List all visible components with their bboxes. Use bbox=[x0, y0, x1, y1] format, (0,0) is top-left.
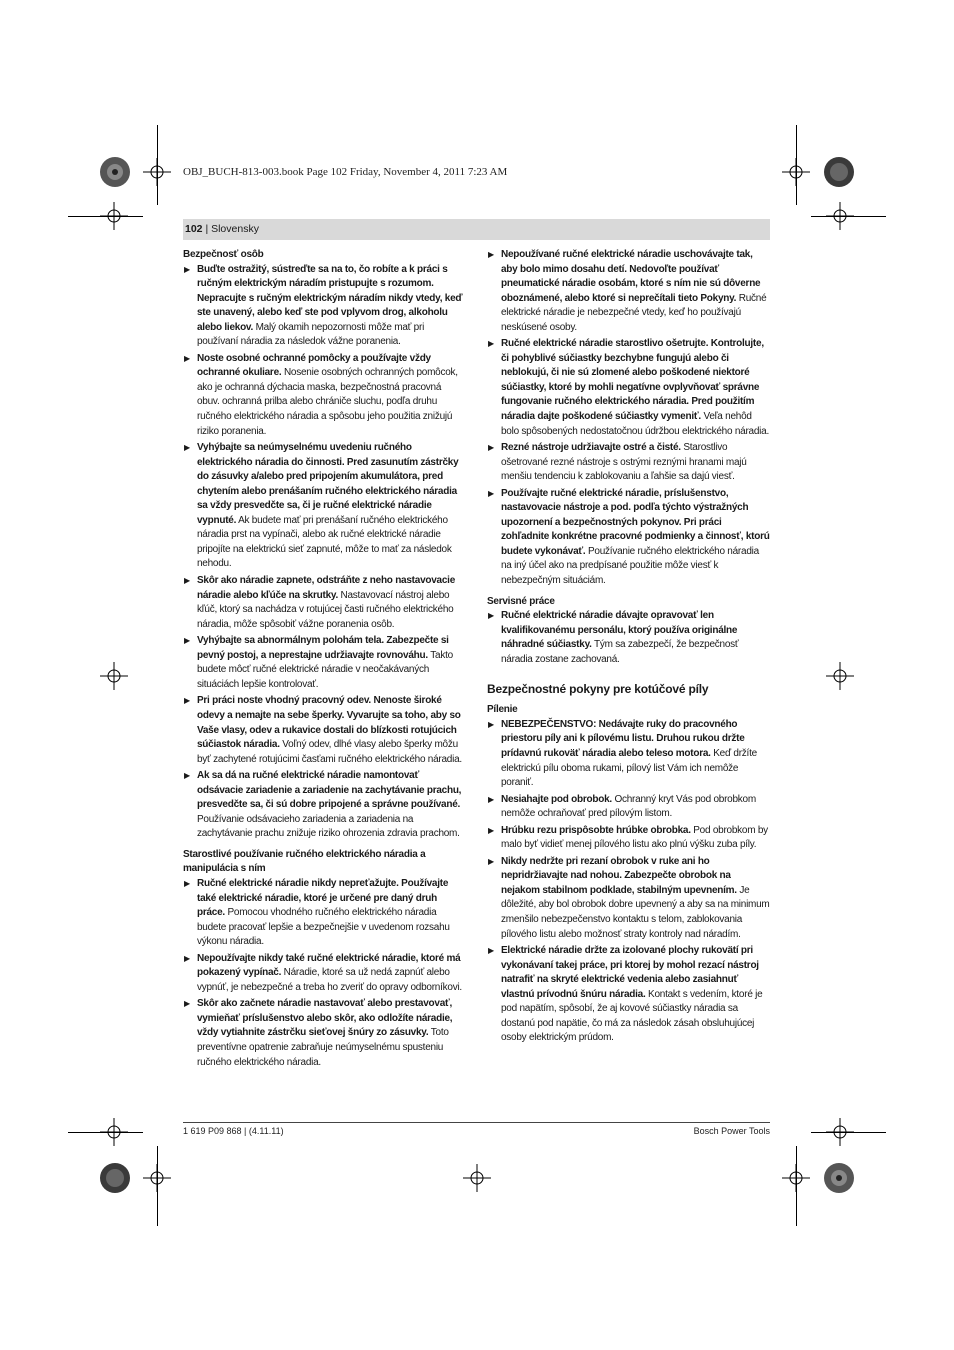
list-item bbox=[183, 352, 466, 439]
item-bold-text: Ručné elektrické náradie nikdy nepreťažujte. Používajte také elektrické náradie, ktoré je určené pre daný druh práce. bbox=[197, 877, 449, 919]
bullet-arrow-icon: ▶ bbox=[488, 488, 494, 498]
list-item bbox=[487, 718, 770, 791]
list-item bbox=[183, 997, 466, 1070]
bullet-arrow-icon: ▶ bbox=[184, 878, 190, 888]
item-text: Keď držíte elektrickú pílu oboma rukami, pílový list Vám ich nemôže poraniť. bbox=[501, 747, 757, 789]
bullet-arrow-icon: ▶ bbox=[488, 946, 494, 956]
item-text: Nastavovací nástroj alebo kľúč, ktorý sa nachádza v rotujúcej časti ručného elektrického náradia, môže spôsobiť vážne poranenia osôb. bbox=[197, 589, 454, 630]
section-heading: Pílenie bbox=[487, 704, 518, 716]
list-item bbox=[183, 694, 466, 767]
item-bold-text: Skôr ako náradie zapnete, odstráňte z neho nastavovacie náradie alebo kľúče na skrutky. bbox=[197, 575, 456, 601]
item-text: Toto preventívne opatrenie zabraňuje neúmyselnému spusteniu ručného elektrického náradia. bbox=[197, 1027, 449, 1068]
bullet-arrow-icon: ▶ bbox=[184, 353, 190, 363]
item-text: Voľný odev, dlhé vlasy alebo šperky môžu byť zachytené rotujúcimi časťami ručného elektrického náradia. bbox=[197, 739, 462, 765]
item-text: Kontakt s vedením, ktoré je pod napätím, spôsobí, že aj kovové súčiastky náradia sa dostanú pod napätie, čo má za následok zásah obsluhujúcej osoby elektrickým prúdom. bbox=[501, 988, 763, 1044]
item-bold-text: Ručné elektrické náradie starostlivo ošetrujte. Kontrolujte, či pohyblivé súčiastky bezchybne fungujú alebo či neblokujú, či nie sú zlomené alebo poškodené niektoré súčiastky, ktoré by mohli negatívne ovplyvňovať správne fungovanie ručného elektrického náradia. Pred použitím náradia dajte poškodené súčiastky vymeniť. bbox=[501, 338, 764, 423]
bullet-arrow-icon: ▶ bbox=[488, 856, 494, 866]
crop-line bbox=[68, 1132, 143, 1133]
item-bold-text: Skôr ako začnete náradie nastavovať alebo prestavovať, vymieňať príslušenstvo alebo skôr, ako odložíte náradie, vždy vytiahnite zástrčku sieťovej šnúry zo zásuvky. bbox=[197, 998, 453, 1039]
item-text: Tým sa zabezpečí, že bezpečnosť náradia zostane zachovaná. bbox=[501, 639, 739, 665]
item-text: Takto budete môcť ručné elektrické náradie v neočakávaných situáciách lepšie kontrolovať. bbox=[197, 649, 453, 690]
item-bold-text: Ak sa dá na ručné elektrické náradie namontovať odsávacie zariadenie a zariadenie na zachytávanie prachu, presvedčte sa, či sú dobre pripojené a správne používané. bbox=[197, 770, 462, 811]
item-text: Nosenie osobných ochranných pomôcok, ako je ochranná dýchacia maska, bezpečnostná pracovná obuv. ochranná prilba alebo chrániče sluchu, podľa druhu ručného elektrického náradia a spôsobu jeho použitia znižujú riziko poranenia. bbox=[197, 367, 458, 437]
item-text: Starostlivo ošetrované rezné nástroje s ostrými reznými hranami majú menšiu tendenciu k zablokovaniu a ľahšie sa dajú viesť. bbox=[501, 442, 747, 483]
bullet-arrow-icon: ▶ bbox=[184, 953, 190, 963]
item-text: Malý okamih nepozornosti môže mať pri používaní náradia za následok vážne poranenia. bbox=[197, 321, 425, 348]
crop-line bbox=[811, 1132, 886, 1133]
item-bold-text: Používajte ručné elektrické náradie, príslušenstvo, nastavovacie nástroje a pod. podľa týchto výstražných upozornení a bezpečnostných pokynov. Pri práci zohľadnite konkrétne pracovné podmienky a činnosť, ktorú budete vykonávať. bbox=[501, 487, 770, 557]
item-text: Náradie, ktoré sa už nedá zapnúť alebo vypnúť, je nebezpečné a treba ho zveriť do opravy odborníkovi. bbox=[197, 967, 462, 993]
item-bold-text: Ručné elektrické náradie dávajte opravovať len kvalifikovanému personálu, ktorý používa originálne náhradné súčiastky. bbox=[501, 610, 738, 651]
bullet-arrow-icon: ▶ bbox=[184, 771, 190, 781]
crop-line bbox=[796, 125, 797, 205]
section-heading: Servisné práce bbox=[487, 595, 555, 607]
section-heading: Bezpečnosť osôb bbox=[183, 249, 264, 260]
footer-rule bbox=[183, 1122, 770, 1123]
list-item bbox=[487, 824, 770, 853]
item-text: Ak budete mať pri prenášaní ručného elektrického náradia prst na vypínači, alebo ak ručné elektrické náradie pripojíte na elektrickú sieť zapnuté, môže to mať za následok nehodu. bbox=[197, 514, 452, 570]
item-text: Ručné elektrické náradie je nebezpečné vtedy, keď ho používajú neskúsené osoby. bbox=[501, 292, 767, 333]
item-bold-text: Hrúbku rezu prispôsobte hrúbke obrobka. bbox=[501, 824, 691, 836]
item-text: Ochranný kryt Vás pod obrobkom nemôže ochraňovať pred pílovým listom. bbox=[501, 793, 756, 820]
list-item bbox=[487, 944, 770, 1046]
crop-line bbox=[796, 1146, 797, 1226]
item-bold-text: Rezné nástroje udržiavajte ostré a čisté. bbox=[501, 442, 681, 454]
bullet-arrow-icon: ▶ bbox=[488, 339, 494, 349]
right-column bbox=[487, 248, 770, 1046]
registration-mark-icon bbox=[826, 662, 854, 690]
list-item bbox=[487, 441, 770, 485]
bullet-arrow-icon: ▶ bbox=[488, 794, 494, 804]
crop-line bbox=[157, 125, 158, 205]
item-bold-text: NEBEZPEČENSTVO: Nedávajte ruky do pracovného priestoru píly ani k pílovému listu. Druhou rukou držte prídavnú rukoväť náradia alebo teleso motora. bbox=[501, 718, 745, 759]
footer-doc-number: 1 619 P09 868 | (4.11.11) bbox=[183, 1126, 284, 1136]
crop-line bbox=[68, 216, 143, 217]
registration-mark-icon bbox=[463, 1164, 491, 1192]
item-bold-text: Elektrické náradie držte za izolované plochy rukovätí pri vykonávaní takej práce, pri ktorej by mohol rezací nástroj natrafiť na skryté elektrické vedenia alebo zasiahnuť vlastnú prívodnú šnúru náradia. bbox=[501, 945, 759, 1000]
bullet-arrow-icon: ▶ bbox=[488, 443, 494, 453]
footer-brand: Bosch Power Tools bbox=[693, 1126, 770, 1136]
bullet-arrow-icon: ▶ bbox=[184, 999, 190, 1009]
list-item bbox=[183, 952, 466, 996]
item-text: Pomocou vhodného ručného elektrického náradia budete pracovať lepšie a bezpečnejšie v uvedenom rozsahu výkonu náradia. bbox=[197, 907, 450, 948]
bullet-arrow-icon: ▶ bbox=[488, 719, 494, 729]
print-header: OBJ_BUCH-813-003.book Page 102 Friday, November 4, 2011 7:23 AM bbox=[183, 166, 508, 178]
registration-mark-icon bbox=[100, 662, 128, 690]
left-column bbox=[183, 248, 466, 1070]
item-bold-text: Nesiahajte pod obrobok. bbox=[501, 793, 612, 805]
item-bold-text: Nepoužívajte nikdy také ručné elektrické náradie, ktoré má pokazený vypínač. bbox=[197, 952, 461, 979]
section-title: Bezpečnostné pokyny pre kotúčové píly bbox=[487, 682, 709, 697]
page-language: Slovensky bbox=[211, 223, 259, 235]
bullet-arrow-icon: ▶ bbox=[488, 611, 494, 621]
list-item bbox=[183, 263, 466, 350]
item-bold-text: Vyhýbajte sa abnormálnym polohám tela. Zabezpečte si pevný postoj, a neprestajne udržiavajte rovnováhu. bbox=[197, 635, 449, 661]
item-text: Je dôležité, aby bol obrobok dobre upevnený a aby sa na minimum zmenšilo nebezpečenstvo kontaktu s telom, zablokovania pílového listu alebo možnosť straty kontroly nad náradím. bbox=[501, 884, 770, 940]
bullet-arrow-icon: ▶ bbox=[488, 825, 494, 835]
list-item bbox=[487, 337, 770, 439]
list-item bbox=[487, 609, 770, 667]
list-item bbox=[183, 634, 466, 692]
bullet-arrow-icon: ▶ bbox=[488, 250, 494, 259]
list-item bbox=[183, 574, 466, 632]
bullet-arrow-icon: ▶ bbox=[184, 264, 190, 274]
page-number: 102 bbox=[185, 223, 203, 235]
list-item bbox=[487, 248, 770, 335]
item-bold-text: Noste osobné ochranné pomôcky a používajte vždy ochranné okuliare. bbox=[197, 352, 431, 379]
list-item bbox=[183, 877, 466, 950]
list-item bbox=[183, 441, 466, 572]
item-bold-text: Buďte ostražitý, sústreďte sa na to, čo robíte a k práci s ručným elektrickým náradím pristupujte s rozumom. Nepracujte s ručným elektrickým náradím nikdy vtedy, keď ste unavený, alebo keď ste pod vplyvom drog, alkoholu alebo liekov. bbox=[197, 263, 463, 333]
list-item bbox=[183, 769, 466, 842]
item-text: Používanie ručného elektrického náradia na iný účel ako na predpísané použitie môže viesť k nebezpečným situáciám. bbox=[501, 545, 759, 587]
list-item bbox=[487, 487, 770, 589]
item-bold-text: Nepoužívané ručné elektrické náradie uschovávajte tak, aby bolo mimo dosahu detí. Nedovoľte používať pneumatické náradie osobám, ktoré s ním nie sú dôverne oboznámené, alebo ktoré si neprečítali tieto Pokyny. bbox=[501, 249, 761, 304]
list-item bbox=[487, 793, 770, 822]
bullet-arrow-icon: ▶ bbox=[184, 636, 190, 646]
item-text: Veľa nehôd bolo spôsobených nedostatočnou údržbou elektrického náradia. bbox=[501, 411, 769, 437]
color-wheel-mark-icon bbox=[99, 156, 131, 188]
bullet-arrow-icon: ▶ bbox=[184, 443, 190, 453]
item-bold-text: Pri práci noste vhodný pracovný odev. Nenoste široké odevy a nemajte na sebe šperky. Vyvarujte sa toho, aby so Vaše vlasy, odev a rukavice dostali do blízkosti rotujúcich súčiastok náradia. bbox=[197, 695, 461, 751]
crop-line bbox=[157, 1146, 158, 1226]
item-bold-text: Vyhýbajte sa neúmyselnému uvedeniu ručného elektrického náradia do činnosti. Pred zasunutím zástrčky do zásuvky a/alebo pred pripojením akumulátora, pred chytením alebo prenášaním ručného elektrického náradia sa vždy presvedčte sa, či je ručné elektrické náradie vypnuté. bbox=[197, 442, 459, 526]
color-wheel-mark-icon bbox=[99, 1162, 131, 1194]
item-bold-text: Nikdy nedržte pri rezaní obrobok v ruke ani ho nepridržiavajte nad nohou. Zabezpečte obrobok na nejakom stabilnom podklade, stabilným upevnením. bbox=[501, 855, 737, 896]
bullet-arrow-icon: ▶ bbox=[184, 576, 190, 586]
color-wheel-mark-icon bbox=[823, 156, 855, 188]
section-heading: Starostlivé používanie ručného elektrického náradia a manipulácia s ním bbox=[183, 848, 426, 875]
color-wheel-mark-icon bbox=[823, 1162, 855, 1194]
header-separator: | bbox=[202, 223, 212, 235]
list-item bbox=[487, 855, 770, 942]
item-text: Používanie odsávacieho zariadenia a zariadenia na zachytávanie prachu znižuje riziko ohrozenia zdravia prachom. bbox=[197, 813, 460, 840]
page-header-band bbox=[183, 219, 770, 240]
item-text: Pod obrobkom by malo byť vidieť menej pílového listu ako plnú výšku zuba píly. bbox=[501, 824, 768, 851]
bullet-arrow-icon: ▶ bbox=[184, 696, 190, 706]
crop-line bbox=[811, 216, 886, 217]
